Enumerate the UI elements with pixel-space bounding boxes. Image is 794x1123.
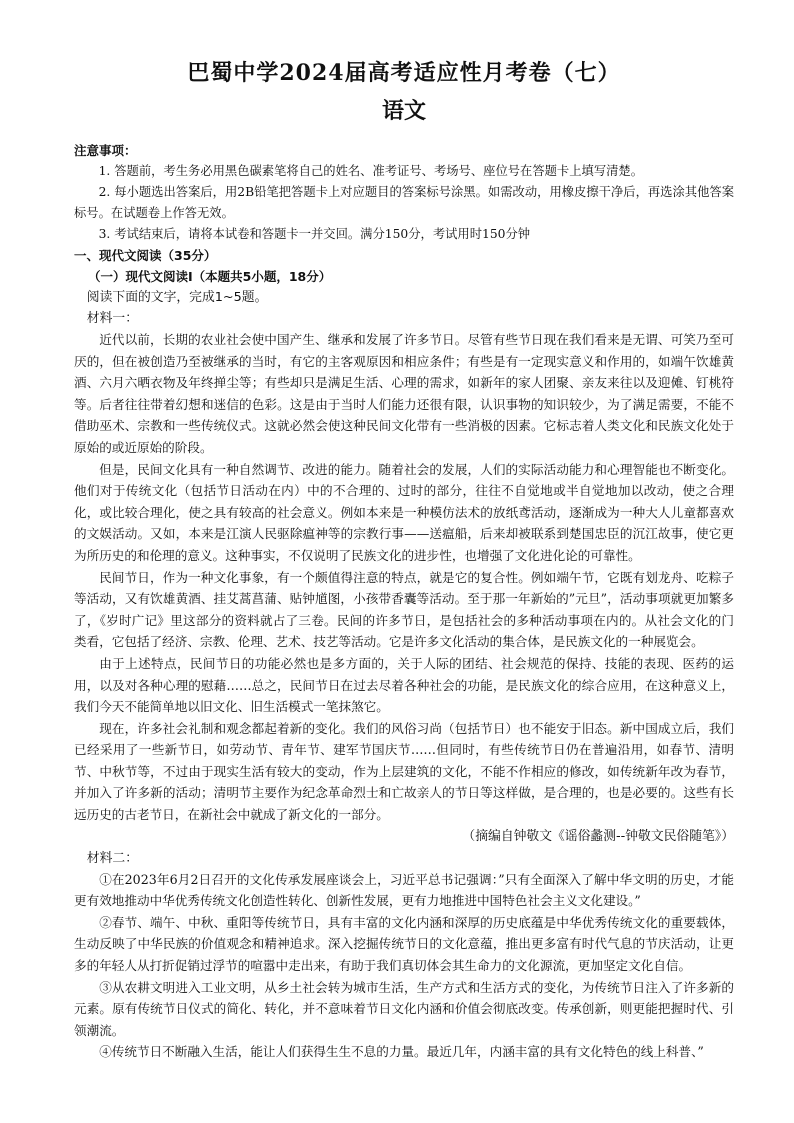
subsection-heading: （一）现代文阅读Ⅰ（本题共5小题，18分） xyxy=(88,269,332,284)
material2-paragraph-4: ④传统节日不断融入生活，能让人们获得生生不息的力量。最近几年，内涵丰富的具有文化特色的线上科普、” xyxy=(99,1044,704,1060)
reading-instruction: 阅读下面的文字，完成1~5题。 xyxy=(86,290,268,305)
material2-paragraph-3: ③从农耕文明进入工业文明，从乡土社会转为城市生活，生产方式和生活方式的变化，为传统节日注入了许多新的元素。原有传统节日仪式的简化、转化，并不意味着节日文化内涵和价值会彻底改变。传承创新，则更能把握时代、引领潮流。 xyxy=(74,979,734,1038)
notice-item-3: 3. 考试结束后，请将本试卷和答题卡一并交回。满分150分，考试用时150分钟 xyxy=(98,227,531,241)
notice-heading: 注意事项： xyxy=(74,143,137,158)
material1-paragraph-2: 但是，民间文化具有一种自然调节、改进的能力。随着社会的发展，人们的实际活动能力和心理智能也不断变化。他们对于传统文化（包括节日活动在内）中的不合理的、过时的部分，往往不自觉地或半自觉地加以改动，使之合理化，或比较合理化，使之具有较高的社会意义。例如本来是一种模仿法术的放纸鸢活动，逐渐成为一种大人儿童都喜欢的文娱活动。又如，本来是江演人民驱除瘟神等的宗教行事——送瘟船，后来却被联系到楚国忠臣的沉江故事，使它更为所历史的和伦理的意义。这种事实，不仅说明了民族文化的进步性，也增强了文化进化论的可靠性。 xyxy=(74,461,734,563)
material2-label: 材料二： xyxy=(86,850,138,866)
material1-paragraph-5: 现在，许多社会礼制和观念都起着新的变化。我们的风俗习尚（包括节日）也不能安于旧态。新中国成立后，我们已经采用了一些新节日，如劳动节、青年节、建军节国庆节……但同时，有些传统节日仍在普遍沿用，如春节、清明节、中秋节等，不过由于现实生活有较大的变动，作为上层建筑的文化，不能不作相应的修改，如传统新年改为春节，并加入了许多新的活动；清明节主要作为纪念革命烈士和亡故亲人的节日等这样做，是合理的，也是必要的。这些有长远历史的古老节日，在新社会中就成了新文化的一部分。 xyxy=(74,720,734,823)
notice-item-1: 1. 答题前，考生务必用黑色碳素笔将自己的姓名、准考证号、考场号、座位号在答题卡上填写清楚。 xyxy=(98,164,644,178)
material1-paragraph-3: 民间节日，作为一种文化事象，有一个颇值得注意的特点，就是它的复合性。例如端午节，它既有划龙舟、吃粽子等活动，又有饮雄黄酒、挂艾蒿菖蒲、贴钟馗图，小孩带香囊等活动。至于那一年新始的”元旦”，活动事项就更加繁多了，《岁时广记》里这部分的资料就占了三卷。民间的许多节日，是包括社会的多种活动事项在内的。从社会文化的门类看，它包括了经济、宗教、伦理、艺术、技艺等活动。它是许多文化活动的集合体，是民族文化的一种展览会。 xyxy=(74,569,734,650)
subject-title: 语文 xyxy=(381,98,426,124)
exam-title: 巴蜀中学2024届高考适应性月考卷（七） xyxy=(187,60,621,86)
section-heading: 一、现代文阅读（35分） xyxy=(74,248,217,263)
material1-label: 材料一： xyxy=(86,311,138,326)
material2-paragraph-1: ①在2023年6月2日召开的文化传承发展座谈会上，习近平总书记强调：”只有全面深入了解中华文明的历史，才能更有效地推动中华优秀传统文化创造性转化、创新性发展，更有力地推进中国特色社会主义文化建设。” xyxy=(74,871,734,909)
notice-item-2: 2. 每小题选出答案后，用2B铅笔把答题卡上对应题目的答案标号涂黑。如需改动，用橡皮擦干净后，再选涂其他答案标号。在试题卷上作答无效。 xyxy=(74,185,734,220)
material1-paragraph-1: 近代以前，长期的农业社会使中国产生、继承和发展了许多节日。尽管有些节日现在我们看来是无谓、可笑乃至可厌的，但在被创造乃至被继承的当时，有它的主客观原因和相应条件；有些是有一定现实意义和作用的，如端午饮雄黄酒、六月六晒衣物及年终掸尘等；有些却只是满足生活、心理的需求，如新年的家人团聚、亲友来往以及迎傩、钉桃符等。后者往往带着幻想和迷信的色彩。这是由于当时人们能力还很有限，认识事物的知识较少，为了满足需要，不能不借助巫术、宗教和一些传统仪式。这就必然会使这种民间文化带有一些消极的因素。它标志着人类文化和民族文化处于原始的或近原始的阶段。 xyxy=(74,332,734,455)
material1-paragraph-4: 由于上述特点，民间节日的功能必然也是多方面的，关于人际的团结、社会规范的保持、技能的表现、医药的运用，以及对各种心理的慰藉……总之，民间节日在过去尽着各种社会的功能，是民族文化的综合应用，在这种意义上，我们今天不能简单地以旧文化、旧生活模式一笔抹煞它。 xyxy=(74,655,734,715)
material2-paragraph-2: ②春节、端午、中秋、重阳等传统节日，具有丰富的文化内涵和深厚的历史底蕴是中华优秀传统文化的重要载体，生动反映了中华民族的价值观念和精神追求。深入挖掘传统节日的文化意蕴，推出更多富有时代气息的节庆活动，让更多的年轻人从打折促销过浮节的喧嚣中走出来，有助于我们真切体会其生命力的文化源流，更加坚定文化自信。 xyxy=(74,914,734,974)
material1-source: （摘编自钟敬文《谣俗蠡测--钟敬文民俗随笔》） xyxy=(462,828,734,844)
